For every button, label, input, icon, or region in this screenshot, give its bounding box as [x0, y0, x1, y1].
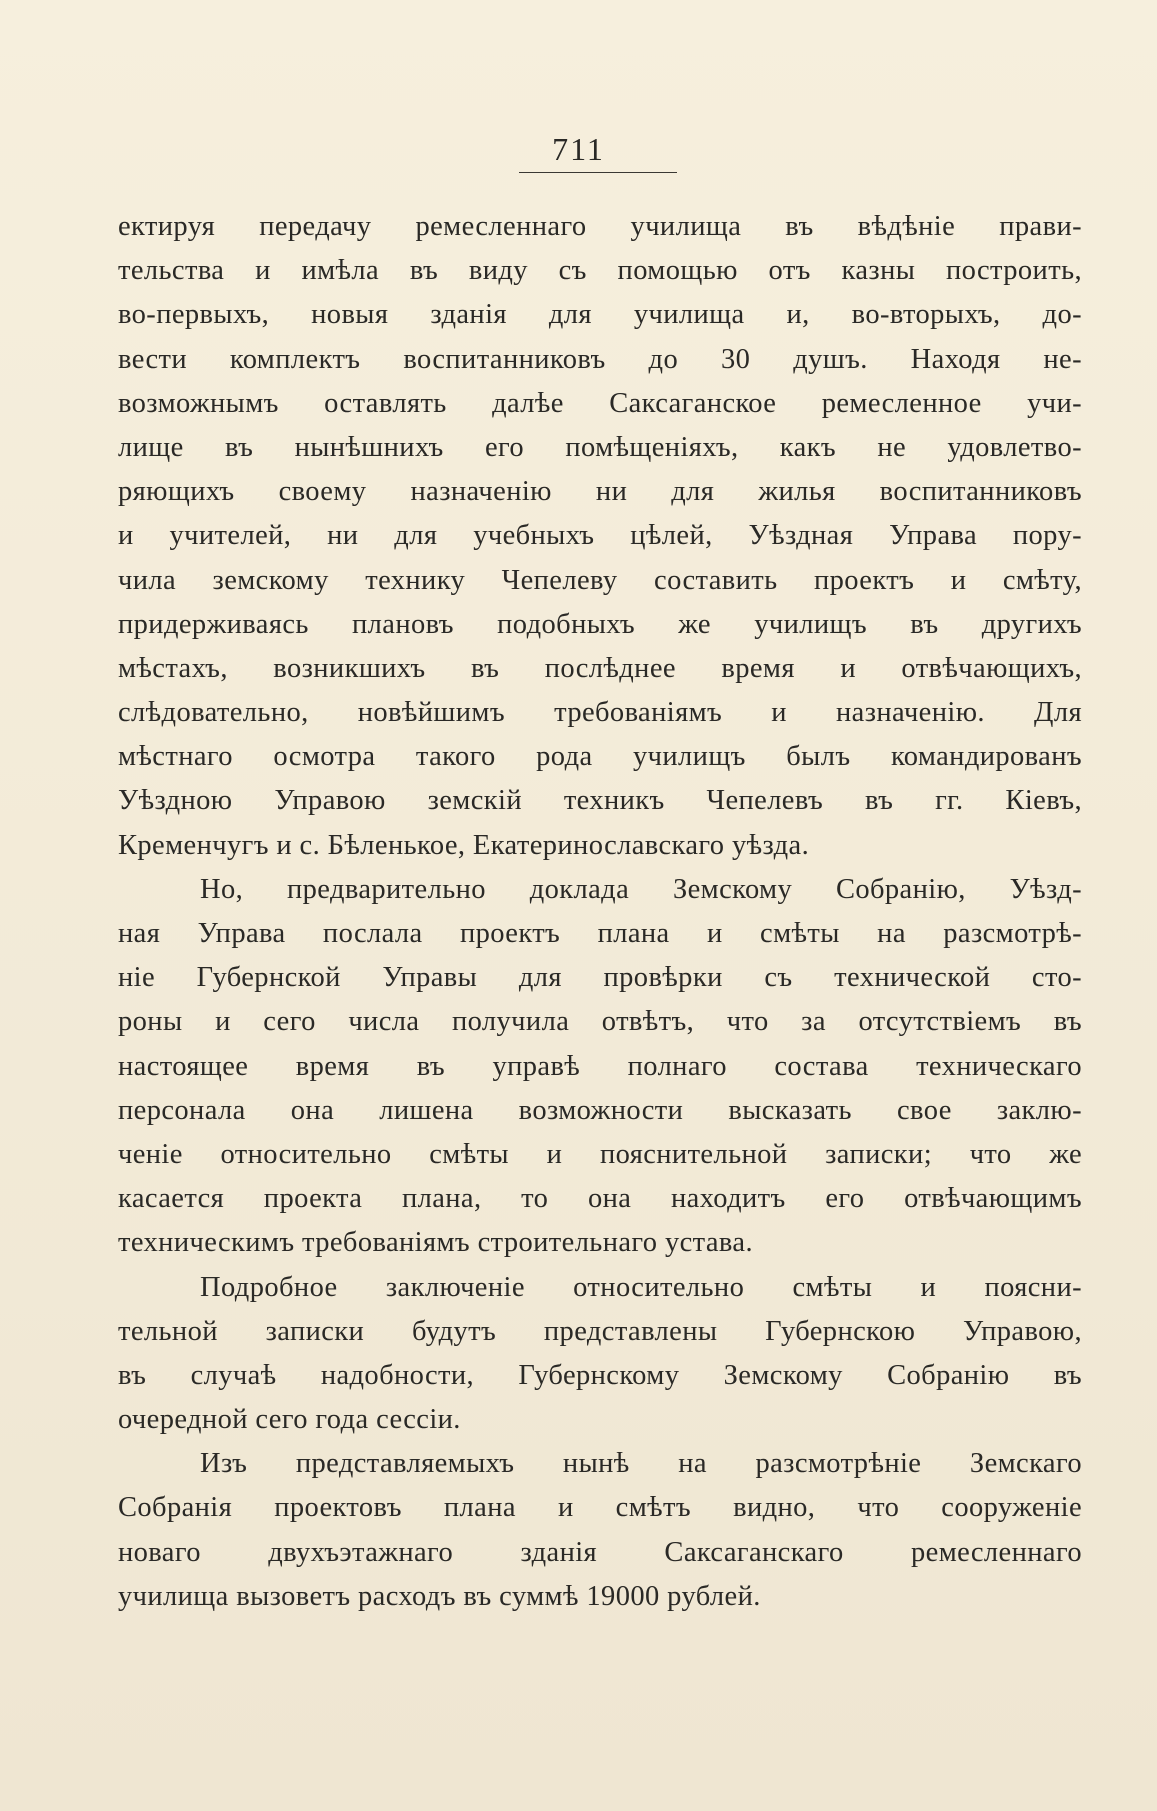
text-line: въ случаѣ надобности, Губернскому Земскому Собранію въ: [118, 1359, 1082, 1391]
text-line: роны и сего числа получила отвѣтъ, что за отсутствіемъ въ: [118, 1006, 1082, 1038]
text-line: Собранія проектовъ плана и смѣтъ видно, что сооруженіе: [118, 1492, 1082, 1524]
text-line: касается проекта плана, то она находитъ его отвѣчающимъ: [118, 1183, 1082, 1215]
text-line: мѣстнаго осмотра такого рода училищъ былъ командированъ: [118, 741, 1082, 773]
text-line: персонала она лишена возможности высказать свое заклю-: [118, 1094, 1082, 1126]
text-line: Изъ представляемыхъ нынѣ на разсмотрѣніе Земскаго: [200, 1448, 1082, 1480]
text-line: мѣстахъ, возникшихъ въ послѣднее время и отвѣчающихъ,: [118, 652, 1082, 684]
text-line: лище въ нынѣшнихъ его помѣщеніяхъ, какъ не удовлетво-: [118, 431, 1082, 463]
text-line: настоящее время въ управѣ полнаго состава техническаго: [118, 1050, 1082, 1082]
text-line: ченіе относительно смѣты и пояснительной записки; что же: [118, 1138, 1082, 1170]
text-line: во-первыхъ, новыя зданія для училища и, во-вторыхъ, до-: [118, 299, 1082, 331]
text-line: ектируя передачу ремесленнаго училища въ вѣдѣніе прави-: [118, 211, 1082, 242]
text-line: и учителей, ни для учебныхъ цѣлей, Уѣздная Управа пору-: [118, 520, 1082, 552]
page-number: 711: [552, 131, 605, 167]
text-line: училища вызоветъ расходъ въ суммѣ 19000 рублей.: [118, 1580, 761, 1612]
body-text: [118, 205, 1082, 1619]
text-line: слѣдовательно, новѣйшимъ требованіямъ и назначенію. Для: [118, 697, 1082, 729]
text-line: Уѣздною Управою земскій техникъ Чепелевъ въ гг. Кіевъ,: [118, 785, 1082, 817]
page-number-rule: [519, 172, 677, 173]
text-line: чила земскому технику Чепелеву составить проектъ и смѣту,: [118, 564, 1082, 596]
text-line: возможнымъ оставлять далѣе Саксаганское ремесленное учи-: [118, 387, 1082, 419]
text-line: очередной сего года сессіи.: [118, 1404, 461, 1436]
text-line: придерживаясь плановъ подобныхъ же училищъ въ другихъ: [118, 608, 1082, 640]
text-line: тельной записки будутъ представлены Губернскою Управою,: [118, 1315, 1082, 1347]
text-line: Но, предварительно доклада Земскому Собранію, Уѣзд-: [200, 873, 1082, 905]
text-line: ніе Губернской Управы для провѣрки съ технической сто-: [118, 962, 1082, 994]
text-line: тельства и имѣла въ виду съ помощью отъ казны построить,: [118, 255, 1082, 287]
text-line: Кременчугъ и с. Бѣленькое, Екатеринославскаго уѣзда.: [118, 829, 810, 861]
text-line: ряющихъ своему назначенію ни для жилья воспитанниковъ: [118, 476, 1082, 508]
text-line: новаго двухъэтажнаго зданія Саксаганскаго ремесленнаго: [118, 1536, 1082, 1568]
text-line: ная Управа послала проектъ плана и смѣты на разсмотрѣ-: [118, 918, 1082, 949]
text-line: Подробное заключеніе относительно смѣты и поясни-: [200, 1271, 1082, 1303]
text-line: техническимъ требованіямъ строительнаго устава.: [118, 1227, 753, 1259]
text-line: вести комплектъ воспитанниковъ до 30 душъ. Находя не-: [118, 343, 1082, 375]
